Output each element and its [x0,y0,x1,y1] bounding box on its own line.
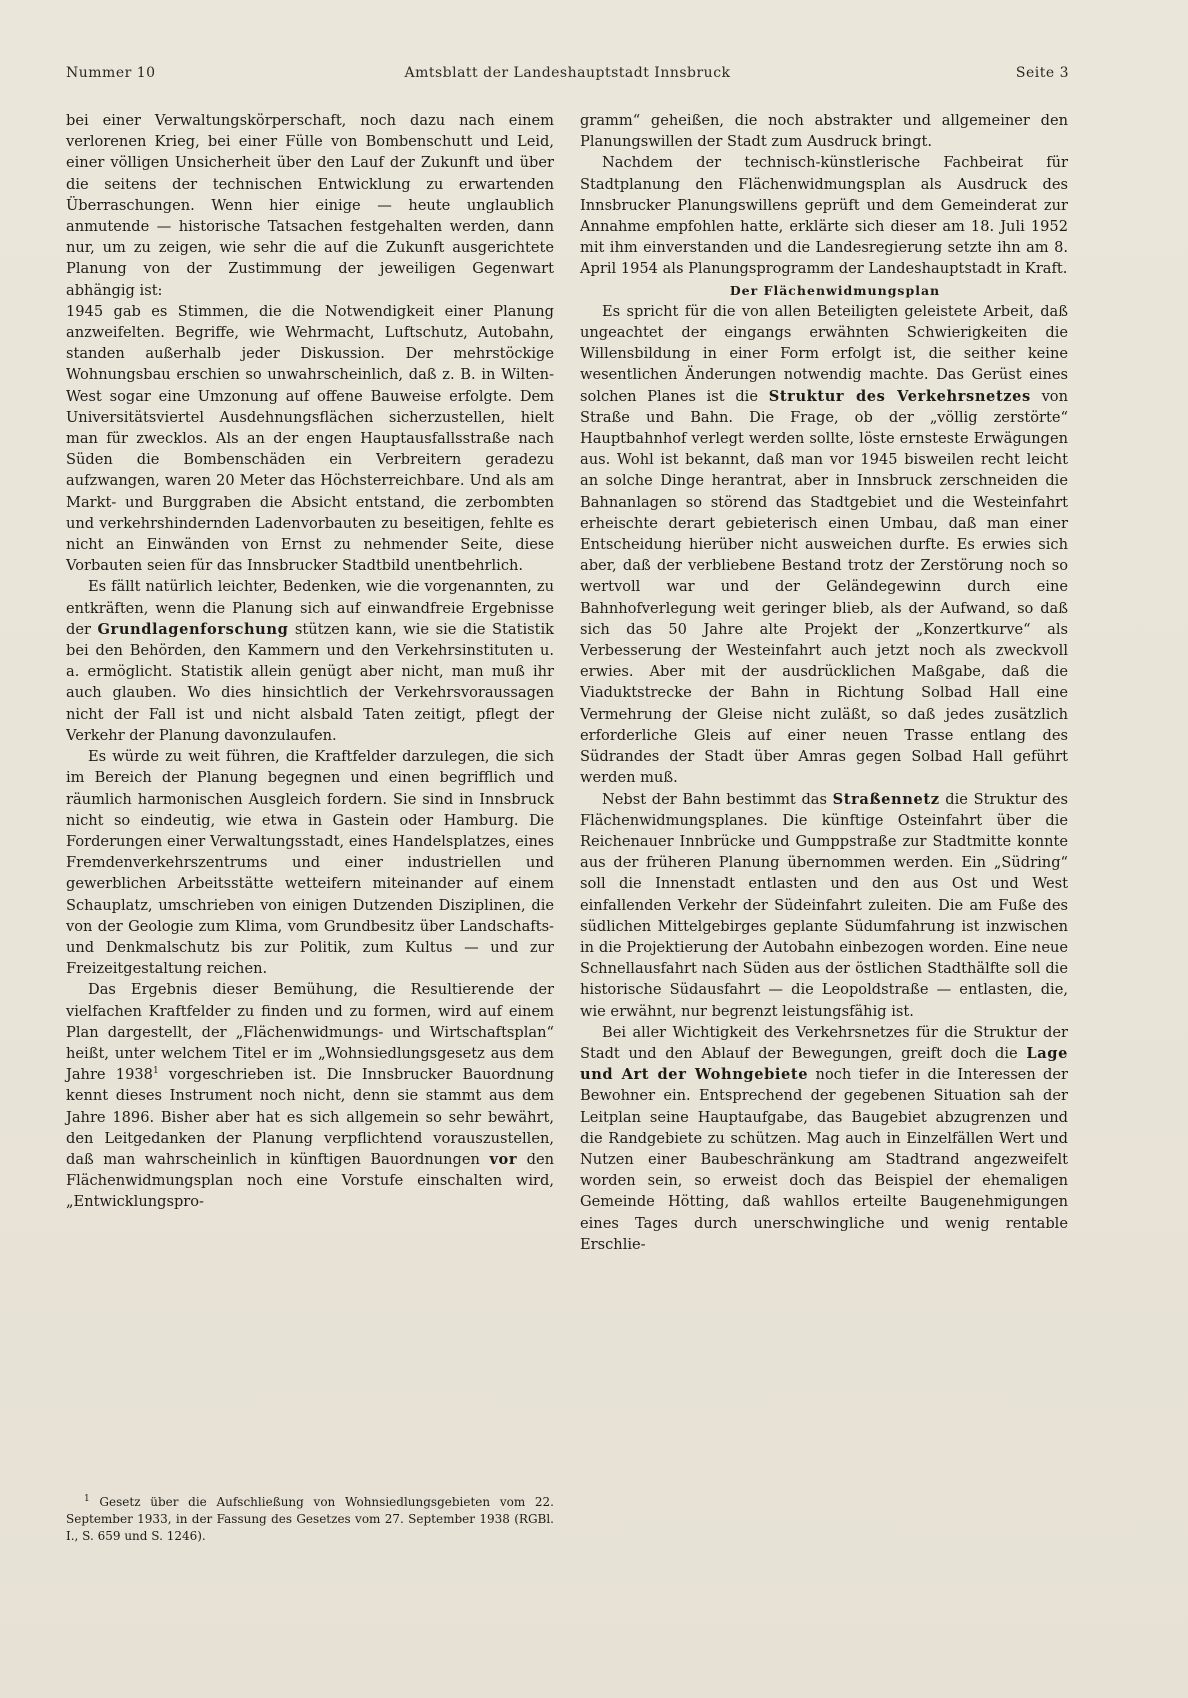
footnote-marker: 1 [84,1494,90,1504]
paragraph: bei einer Verwaltungskörperschaft, noch dazu nach einem verlorenen Krieg, bei einer Fülle von Bombenschutt und Leid, einer völligen Unsicherheit über den Lauf der Zukunft und über die seitens der technischen Entwicklung zu erwartenden Überraschungen. Wenn hier einige — heute unglaublich anmutende — historische Tatsachen festgehalten werden, dann nur, um zu zeigen, wie sehr die auf die Zukunft ausgerichtete Planung von der Zustimmung der jeweiligen Gegenwart abhängig ist: [66,112,554,299]
right-column [580,110,1068,1255]
emphasis-grundlagenforschung: Grundlagenforschung [97,620,289,638]
footnote-text: Gesetz über die Aufschließung von Wohnsiedlungsgebieten vom 22. September 1933, in der Fassung des Gesetzes vom 27. September 1938 (RGBl. I., S. 659 und S. 1246). [66,1495,554,1543]
footnote [66,1494,554,1545]
section-heading: Der Flächenwidmungsplan [729,282,941,298]
paragraph: Es würde zu weit führen, die Kraftfelder darzulegen, die sich im Bereich der Planung begegnen und einen begrifflich und räumlich harmonischen Ausgleich fordern. Sie sind in Innsbruck nicht so eindeutig, wie etwa in Gastein oder Hamburg. Die Forderungen einer Verwaltungsstadt, eines Handelsplatzes, eines Fremdenverkehrszentrums und einer industriellen und gewerblichen Arbeitsstätte wetteifern miteinander auf einem Schauplatz, umschrieben von einigen Dutzenden Disziplinen, die von der Geologie zum Klima, vom Grundbesitz über Landschafts- und Denkmalschutz bis zur Politik, zum Kultus — und zur Freizeitgestaltung reichen. [66,748,554,978]
paragraph: 1945 gab es Stimmen, die die Notwendigkeit einer Planung anzweifelten. Begriffe, wie Wehrmacht, Luftschutz, Autobahn, standen außerhalb jeder Diskussion. Der mehrstöckige Wohnungsbau erschien so unwahrscheinlich, daß z. B. in Wilten-West sogar eine Umzonung auf offene Bauweise erfolgte. Dem Universitätsviertel Ausdehnungsflächen sicherzustellen, hielt man für zwecklos. Als an der engen Hauptausfallsstraße nach Süden die Bombenschäden ein Verbreitern geradezu aufzwangen, waren 20 Meter das Höchsterreichbare. Und als am Markt- und Burggraben die Absicht entstand, die zerbombten und verkehrshindernden Ladenvorbauten zu beseitigen, fehlte es nicht an Einwänden von Ernst zu nehmender Seite, diese Vorbauten seien für das Innsbrucker Stadtbild unentbehrlich. [66,302,554,575]
paragraph: gramm“ geheißen, die noch abstrakter und allgemeiner den Planungswillen der Stadt zum Ausdruck bringt. [580,112,1068,151]
publication-title: Amtsblatt der Landeshauptstadt Innsbruck [404,65,731,81]
page-header [66,65,1069,85]
emphasis-verkehrsnetz: Struktur des Verkehrsnetzes [768,387,1031,405]
paragraph: Es spricht für die von allen Beteiligten geleistete Arbeit, daß ungeachtet der eingangs erwähnten Schwierigkeiten die Willensbildung in einer Form erfolgt ist, die seither keine wesentlichen Änderungen notwendig machte. Das Gerüst eines solchen Planes ist die Struktur des Verkehrsnetzes von Straße und Bahn. Die Frage, ob der „völlig zerstörte“ Hauptbahnhof verlegt werden sollte, löste ernsteste Erwägungen aus. Wohl ist bekannt, daß man vor 1945 bisweilen recht leicht an solche Dinge herantrat, aber in Innsbruck zerschneiden die Bahnanlagen so störend das Stadtgebiet und die Westeinfahrt erheischte derart gebieterisch einen Umbau, daß man einer Entscheidung hierüber nicht ausweichen durfte. Es erwies sich aber, daß der verbliebene Bestand trotz der Zerstörung noch so wertvoll war und der Geländegewinn durch eine Bahnhofverlegung weit geringer blieb, als der Aufwand, so daß sich das 50 Jahre alte Projekt der „Konzertkurve“ als Verbesserung der Westeinfahrt auch jetzt noch als zweckvoll erwies. Aber mit der ausdrücklichen Maßgabe, daß die Viaduktstrecke der Bahn in Richtung Solbad Hall eine Vermehrung der Gleise nicht zuläßt, so daß jedes zusätzlich erforderliche Gleis auf einer neuen Trasse entlang des Südrandes der Stadt über Amras gegen Solbad Hall geführt werden muß. [580,302,1068,787]
issue-number: Nummer 10 [66,65,156,81]
paragraph: Das Ergebnis dieser Bemühung, die Resultierende der vielfachen Kraftfelder zu finden und zu formen, wird auf einem Plan dargestellt, der „Flächenwidmungs- und Wirtschaftsplan“ heißt, unter welchem Titel er im „Wohnsiedlungsgesetz aus dem Jahre 1938$^1$ vorgeschrieben ist. Die Innsbrucker Bauordnung kennt dieses Instrument noch nicht, denn sie stammt aus dem Jahre 1896. Bisher aber hat es sich allgemein so sehr bewährt, den Leitgedanken der Planung verpflichtend vorauszustellen, daß man wahrscheinlich in künftigen Bauordnungen vor den Flächenwidmungsplan noch eine Vorstufe einschalten wird, „Entwicklungspro- [66,981,555,1211]
paragraph: Bei aller Wichtigkeit des Verkehrsnetzes für die Struktur der Stadt und den Ablauf der Bewegungen, greift doch die Lage und Art der Wohngebiete noch tiefer in die Interessen der Bewohner ein. Entsprechend der gegebenen Situation sah der Leitplan seine Hauptaufgabe, das Baugebiet abzugrenzen und die Randgebiete zu schützen. Mag auch in Einzelfällen Wert und Nutzen einer Baubeschränkung am Stadtrand angezweifelt worden sein, so erweist doch das Beispiel der ehemaligen Gemeinde Hötting, daß wahllos erteilte Baugenehmigungen eines Tages durch unerschwingliche und wenig rentable Erschlie- [580,1023,1068,1253]
paragraph: Nebst der Bahn bestimmt das Straßennetz die Struktur des Flächenwidmungsplanes. Die künftige Osteinfahrt über die Reichenauer Innbrücke und Gumppstraße zur Stadtmitte konnte aus der früheren Planung übernommen werden. Ein „Südring“ soll die Innenstadt entlasten und den aus Ost und West einfallenden Verkehr der Südeinfahrt zuleiten. Die am Fuße des südlichen Mittelgebirges geplante Südumfahrung ist inzwischen in die Projektierung der Autobahn einbezogen worden. Eine neue Schnellausfahrt nach Süden aus der östlichen Stadthälfte soll die historische Südausfahrt — die Leopoldstraße — entlasten, die, wie erwähnt, nur begrenzt leistungsfähig ist. [580,790,1069,1020]
paragraph: Es fällt natürlich leichter, Bedenken, wie die vorgenannten, zu entkräften, wenn die Planung sich auf einwandfreie Ergebnisse der Grundlagenforschung stützen kann, wie sie die Statistik bei den Behörden, den Kammern und den Verkehrsinstituten u. a. ermöglicht. Statistik allein genügt aber nicht, man muß ihr auch glauben. Wo dies hinsichtlich der Verkehrsvoraussagen nicht der Fall ist und nicht alsbald Taten zeitigt, pflegt der Verkehr der Planung davonzulaufen. [66,578,554,744]
emphasis-strassennetz: Straßennetz [832,790,940,808]
emphasis-wohngebiete: Lage und Art der Wohngebiete [580,1044,1068,1084]
page-number: Seite 3 [1015,65,1069,81]
emphasis-vor: vor [489,1150,518,1168]
left-column [66,110,554,1213]
footnote-ref: 1 [152,1066,159,1077]
paragraph: Nachdem der technisch-künstlerische Fachbeirat für Stadtplanung den Flächenwidmungsplan als Ausdruck des Innsbrucker Planungswillens geprüft und dem Gemeinderat zur Annahme empfohlen hatte, erklärte sich dieser am 18. Juli 1952 mit ihm einverstanden und die Landesregierung setzte ihn am 8. April 1954 als Planungsprogramm der Landeshauptstadt in Kraft. [580,154,1068,278]
